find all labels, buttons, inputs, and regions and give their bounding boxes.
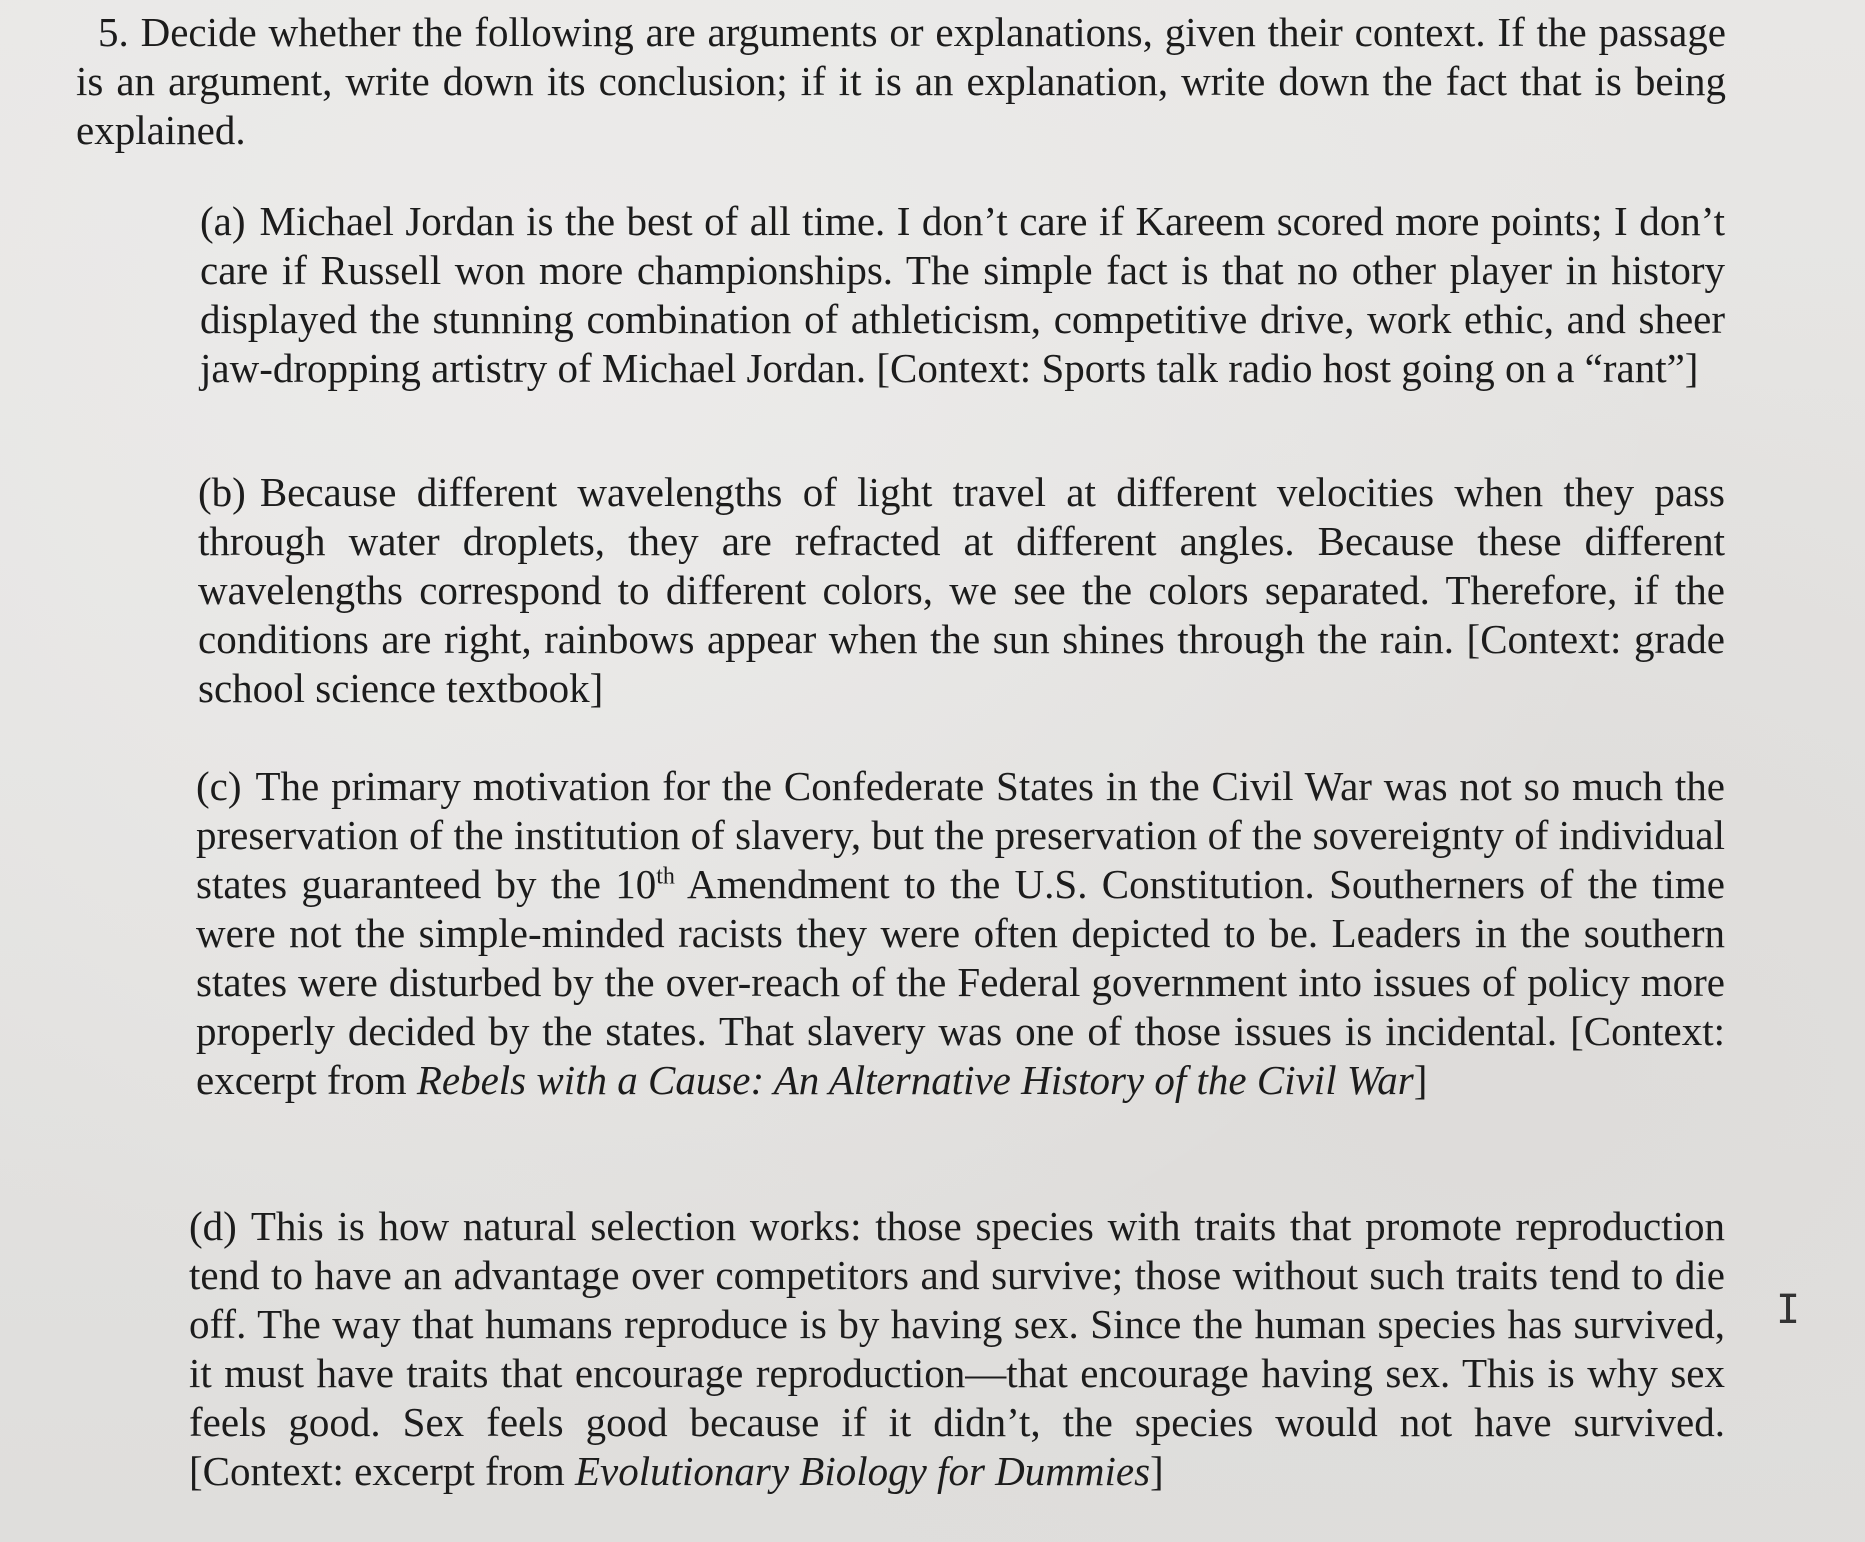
item-b-marker: (b) <box>198 469 246 515</box>
item-c-text-middle: Amendment to the U.S. Constitution. Southerners of the time were not the simple-minded racists they were often depicted to be. Leaders in the southern states were disturbed by the over-reach of the Federal government into issues of policy more properly decided by the states. That slavery was one of those issues is incidental. [Context: excerpt from <box>196 861 1726 1103</box>
item-c-book-title: Rebels with a Cause: An Alternative History of the Civil War <box>416 1057 1414 1103</box>
item-c-superscript: th <box>656 863 675 890</box>
item-a-marker: (a) <box>200 198 246 244</box>
item-c-text-start: The primary motivation for the Confederate States in the Civil War was not so much the preservation of the institution of slavery, but the preservation of the sovereignty of individual states guaranteed by the 10 <box>196 763 1725 907</box>
question-text: Decide whether the following are arguments or explanations, given their context. If the passage is an argument, write down its conclusion; if it is an explanation, write down the fact that is being explained. <box>76 9 1726 153</box>
item-a <box>200 197 1725 393</box>
item-d-text-end: ] <box>1150 1448 1164 1494</box>
item-d <box>189 1202 1725 1496</box>
item-b-text: Because different wavelengths of light travel at different velocities when they pass through water droplets, they are refracted at different angles. Because these different wavelengths correspond to different colors, we see the colors separated. Therefore, if the conditions are right, rainbows appear when the sun shines through the rain. [Context: grade school science textbook] <box>198 469 1725 711</box>
item-c-text-end: ] <box>1413 1057 1428 1103</box>
item-a-text: Michael Jordan is the best of all time. I don’t care if Kareem scored more points; I don’t care if Russell won more championships. The simple fact is that no other player in history displayed the stunning combination of athleticism, competitive drive, work ethic, and sheer jaw-dropping artistry of Michael Jordan. [Context: Sports talk radio host going on a “rant”] <box>200 198 1725 391</box>
question-number: 5. <box>98 9 129 55</box>
item-d-marker: (d) <box>189 1203 237 1249</box>
item-d-book-title: Evolutionary Biology for Dummies <box>574 1448 1151 1494</box>
item-c-marker: (c) <box>196 763 242 809</box>
item-c <box>196 762 1725 1105</box>
text-cursor-icon: I <box>1776 1287 1801 1333</box>
question-prompt <box>76 8 1726 155</box>
item-d-text-start: This is how natural selection works: those species with traits that promote reproduction tend to have an advantage over competitors and survive; those without such traits tend to die off. The way that humans reproduce is by having sex. Since the human species has survived, it must have traits that encourage reproduction—that encourage having sex. This is why sex feels good. Sex feels good because if it didn’t, the species would not have survived. [Context: excerpt from <box>189 1203 1725 1494</box>
item-b <box>198 468 1725 713</box>
